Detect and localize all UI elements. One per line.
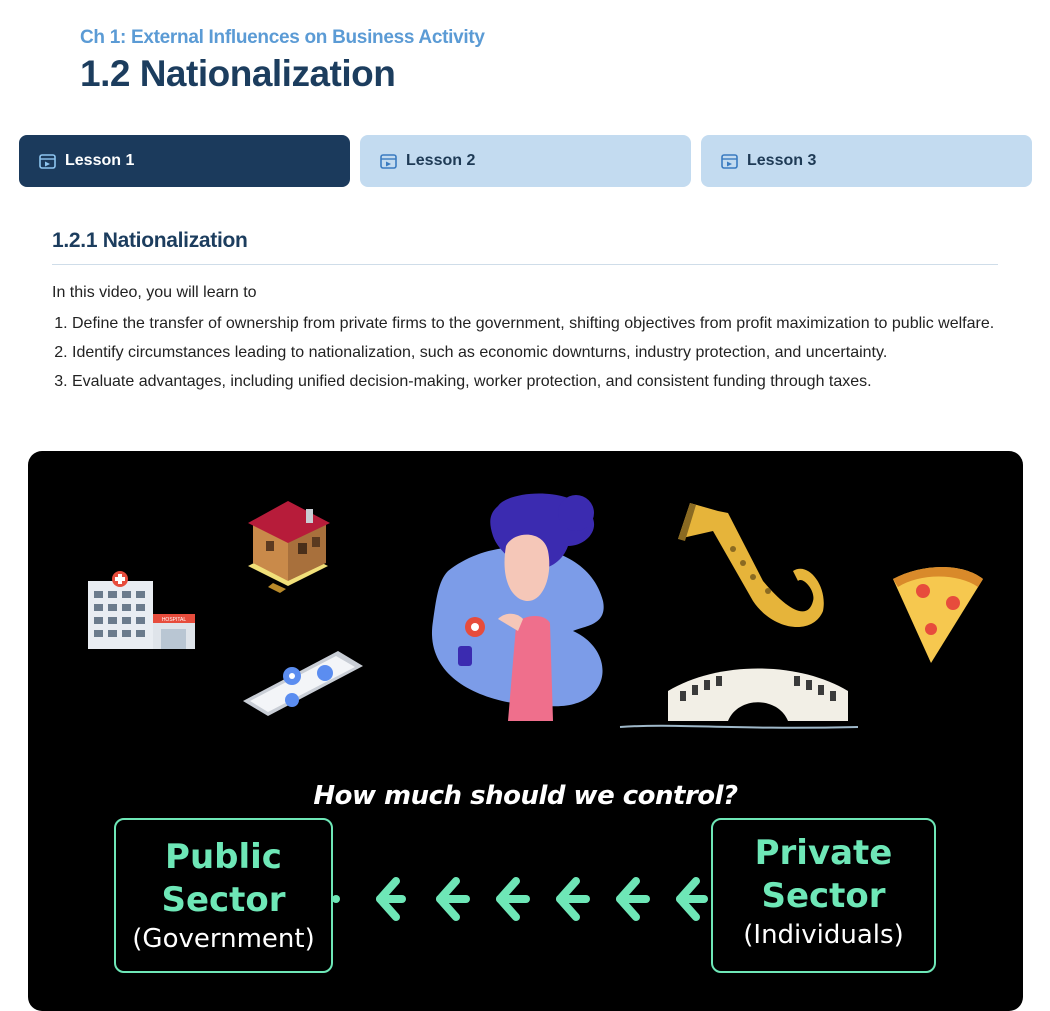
bridge-icon [620, 669, 858, 728]
woman-with-phone-illustration [432, 494, 604, 722]
hospital-sign: HOSPITAL [161, 617, 187, 623]
saxophone-icon [678, 503, 824, 627]
tab-label: Lesson 1 [65, 152, 135, 169]
chapter-label: Ch 1: External Influences on Business Activity [80, 27, 485, 48]
tab-lesson-3[interactable] [701, 135, 1032, 187]
lesson-tabs [19, 135, 1032, 187]
list-item: 3. Evaluate advantages, including unified decision-making, worker protection, and consistent funding through taxes. [72, 367, 1002, 396]
private-sector-box [711, 818, 936, 973]
arrow-left-icon [440, 881, 466, 917]
intro-text: In this video, you will learn to [52, 284, 257, 301]
section-divider [52, 264, 998, 265]
video-player[interactable] [28, 451, 1023, 1011]
arrow-left-icon [380, 881, 402, 917]
video-lesson-icon [721, 153, 738, 170]
tab-lesson-2[interactable] [360, 135, 691, 187]
arrow-left-icon [620, 881, 646, 917]
tab-lesson-1[interactable] [19, 135, 350, 187]
tab-label: Lesson 3 [747, 152, 817, 169]
list-item: 1. Define the transfer of ownership from private firms to the government, shifting objectives from profit maximization to public welfare. [72, 309, 1002, 338]
video-lesson-icon [380, 153, 397, 170]
video-lesson-icon [39, 153, 56, 170]
private-sector-subtitle: (Individuals) [743, 920, 904, 950]
learning-objectives [52, 309, 1002, 396]
pizza-slice-icon [893, 567, 983, 663]
arrow-left-icon [680, 881, 704, 917]
public-sector-title-line2: Sector [161, 880, 286, 920]
page-title: 1.2 Nationalization [80, 53, 396, 94]
section-title: 1.2.1 Nationalization [52, 229, 248, 252]
arrows-row [332, 881, 704, 917]
tab-label: Lesson 2 [406, 152, 476, 169]
hospital-icon [88, 571, 195, 649]
smartphone-icon [243, 651, 363, 716]
list-item: 2. Identify circumstances leading to nationalization, such as economic downturns, industry protection, and uncertainty. [72, 338, 1002, 367]
house-icon [248, 501, 330, 593]
private-sector-title-line1: Private [754, 833, 893, 873]
arrow-left-icon [500, 881, 526, 917]
private-sector-title-line2: Sector [761, 876, 886, 916]
public-sector-title-line1: Public [165, 837, 282, 877]
video-question: How much should we control? [313, 781, 738, 811]
public-sector-subtitle: (Government) [132, 924, 315, 954]
public-sector-box [114, 818, 333, 973]
arrow-left-icon [560, 881, 586, 917]
